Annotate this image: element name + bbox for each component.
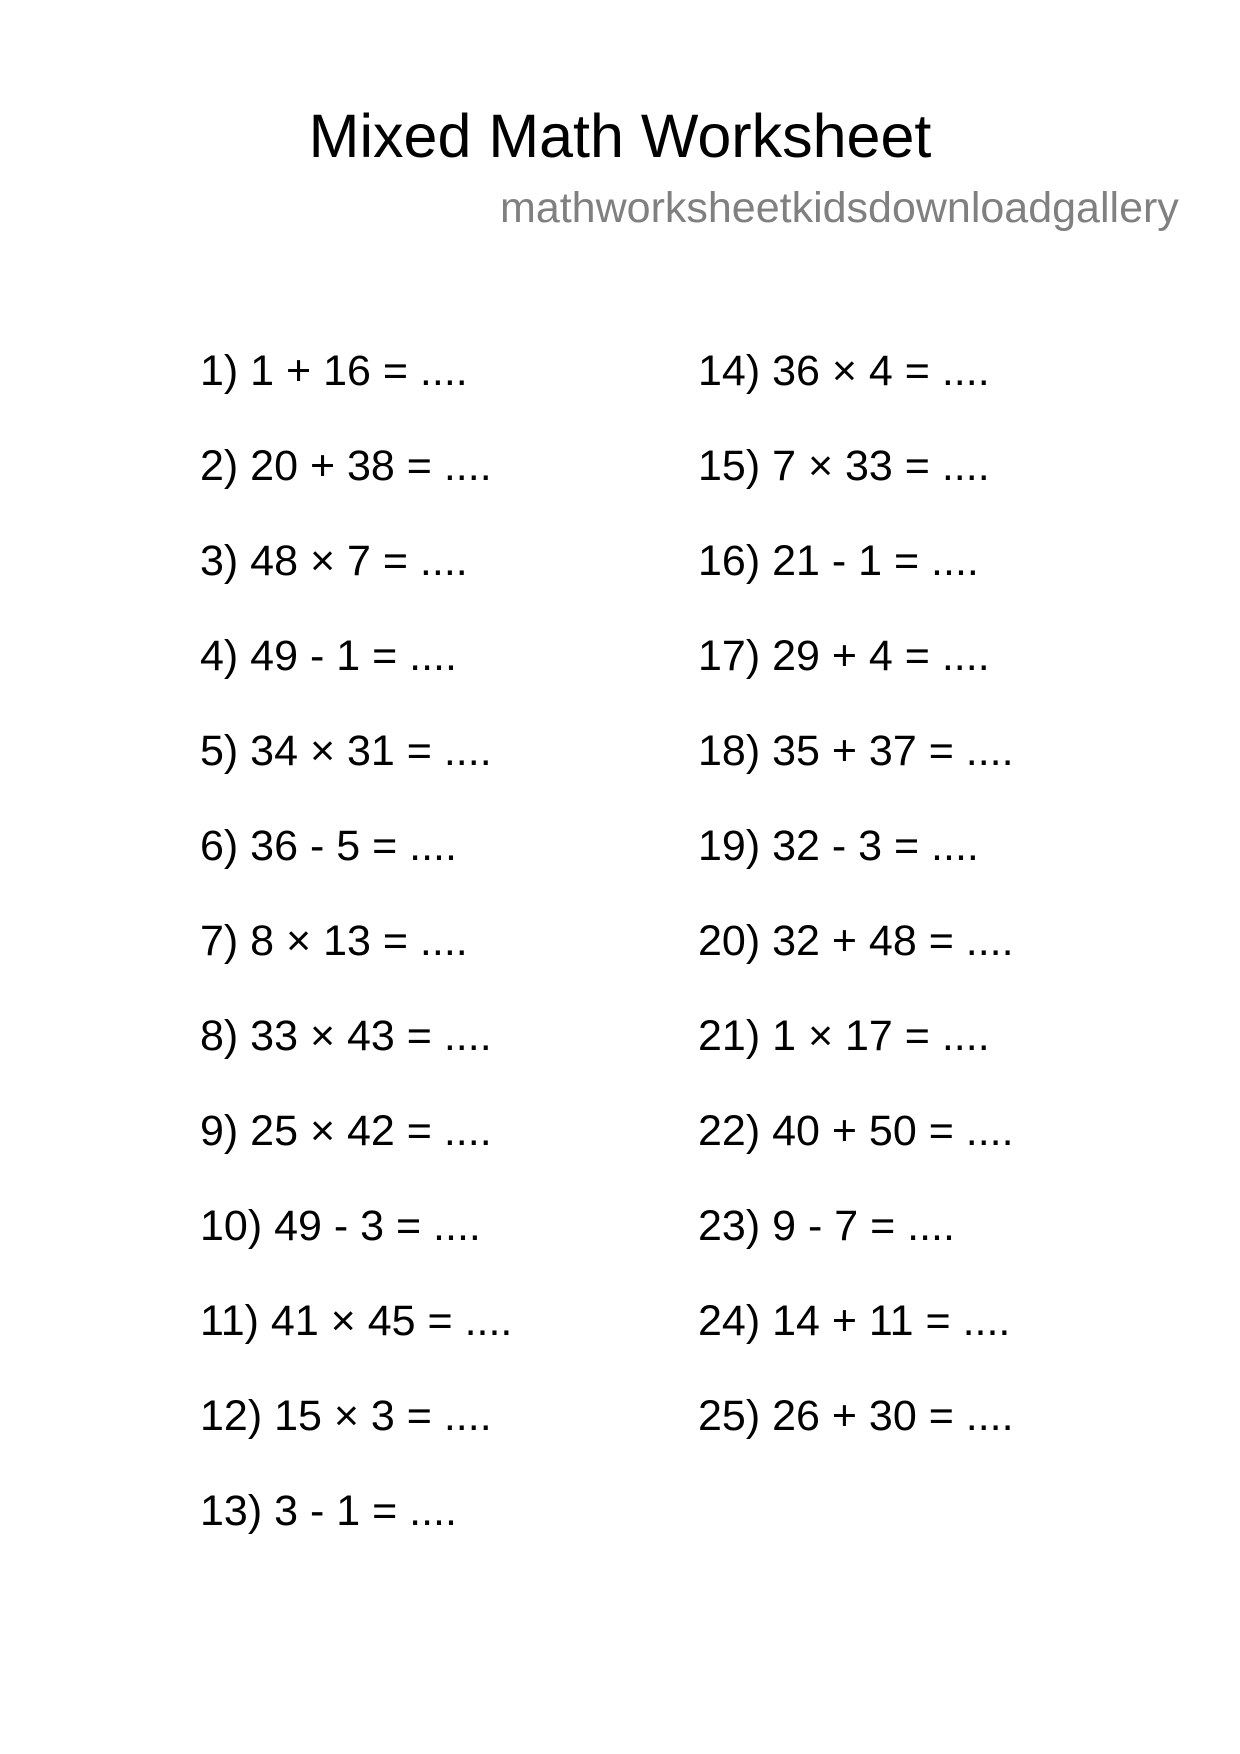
problems-left-column <box>200 343 512 1578</box>
worksheet-title: Mixed Math Worksheet <box>308 102 932 170</box>
problem-item: 14) 36 × 4 = .... <box>698 347 990 395</box>
problem-item: 20) 32 + 48 = .... <box>698 917 1014 965</box>
problem-item: 6) 36 - 5 = .... <box>200 822 457 870</box>
problem-item: 21) 1 × 17 = .... <box>698 1012 990 1060</box>
problem-item: 11) 41 × 45 = .... <box>200 1297 513 1345</box>
problem-item: 18) 35 + 37 = .... <box>698 727 1014 775</box>
problem-item: 10) 49 - 3 = .... <box>200 1202 481 1250</box>
problem-item: 15) 7 × 33 = .... <box>698 442 990 490</box>
problem-item: 7) 8 × 13 = .... <box>200 917 468 965</box>
problem-item: 4) 49 - 1 = .... <box>200 632 457 680</box>
problem-item: 8) 33 × 43 = .... <box>200 1012 492 1060</box>
problem-item: 16) 21 - 1 = .... <box>698 537 979 585</box>
problem-item: 2) 20 + 38 = .... <box>200 442 492 490</box>
problem-item: 12) 15 × 3 = .... <box>200 1392 492 1440</box>
problem-item: 13) 3 - 1 = .... <box>200 1487 457 1535</box>
problem-item: 22) 40 + 50 = .... <box>698 1107 1014 1155</box>
problem-item: 19) 32 - 3 = .... <box>698 822 979 870</box>
problem-item: 1) 1 + 16 = .... <box>200 347 468 395</box>
problem-item: 5) 34 × 31 = .... <box>200 727 492 775</box>
problems-right-column <box>698 343 1014 1483</box>
problem-item: 24) 14 + 11 = .... <box>698 1297 1011 1345</box>
problem-item: 3) 48 × 7 = .... <box>200 537 468 585</box>
problem-item: 23) 9 - 7 = .... <box>698 1202 955 1250</box>
problem-item: 9) 25 × 42 = .... <box>200 1107 492 1155</box>
problem-item: 17) 29 + 4 = .... <box>698 632 990 680</box>
problem-item: 25) 26 + 30 = .... <box>698 1392 1014 1440</box>
worksheet-subtitle: mathworksheetkidsdownloadgallery <box>500 184 1179 232</box>
